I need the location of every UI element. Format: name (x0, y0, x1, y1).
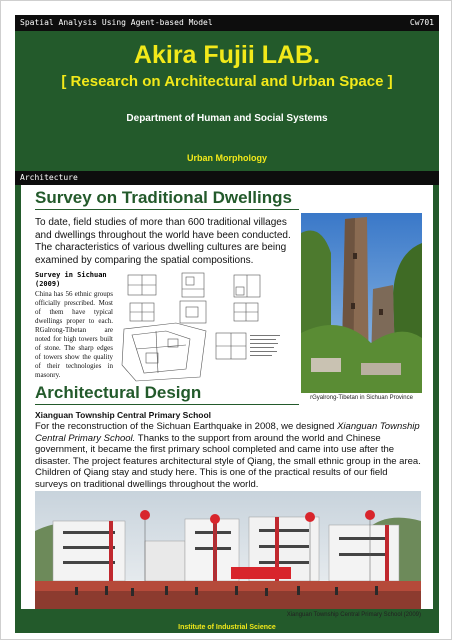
design-text-school-name: Xianguan Township Central Primary School. (35, 421, 420, 444)
survey-intro: To date, field studies of more than 600 traditional villages and dwellings throughout the world have been conducted. The characteristics of various dwelling cultures are being examined by comparing the spatial compositions. (35, 217, 291, 266)
top-bar (15, 15, 439, 31)
section-name: Urban Morphology (187, 153, 267, 163)
tower-photo-caption: rGyalrong-Tibetan in Sichuan Province (310, 395, 413, 401)
sichuan-text: China has 56 ethnic groups officially prescribed. Most of them have typical dwellings proper to each. RGalrong-Tibetan are noted for high towers built of stone. The sharp edges of towers show the quality of their technologies in masonry. (35, 290, 113, 379)
header-panel (15, 31, 439, 171)
sichuan-year: (2009) (35, 280, 61, 288)
design-text-part-2: Thanks to the support from around the world and Chinese government, it became the first primary school completed and came into use after the disaster. The project features architectural style of Qiang, the small ethnic group in the area. Children of Qiang stay and study here. This is one of the practical results of our field surveys on traditional dwellings throughout the world. (35, 432, 421, 490)
school-photo (35, 491, 421, 609)
tower-photo (301, 213, 422, 393)
dwelling-floor-plans (116, 269, 296, 384)
school-photo-caption: Xianguan Township Central Primary School (2009) (286, 612, 421, 618)
design-text (35, 421, 421, 490)
department-name: Department of Human and Social Systems (126, 113, 328, 124)
architecture-label: Architecture (20, 173, 78, 182)
sichuan-title (35, 271, 107, 289)
design-text-part-1: For the reconstruction of the Sichuan Earthquake in 2008, we designed (35, 421, 338, 432)
survey-divider (35, 209, 299, 210)
lab-subtitle: [ Research on Architectural and Urban Space ] (61, 73, 393, 90)
design-heading: Architectural Design (35, 383, 202, 402)
sichuan-title-line: Survey in Sichuan (35, 271, 107, 279)
footer (15, 623, 439, 633)
footer-institute: Institute of Industrial Science (178, 624, 276, 631)
top-bar-code: Cw701 (409, 18, 434, 27)
lab-title: Akira Fujii LAB. (133, 41, 321, 69)
top-bar-title: Spatial Analysis Using Agent-based Model (20, 18, 213, 27)
school-title: Xianguan Township Central Primary School (35, 410, 212, 420)
design-divider (35, 404, 299, 405)
architecture-bar (15, 171, 439, 185)
survey-heading: Survey on Traditional Dwellings (35, 188, 292, 207)
